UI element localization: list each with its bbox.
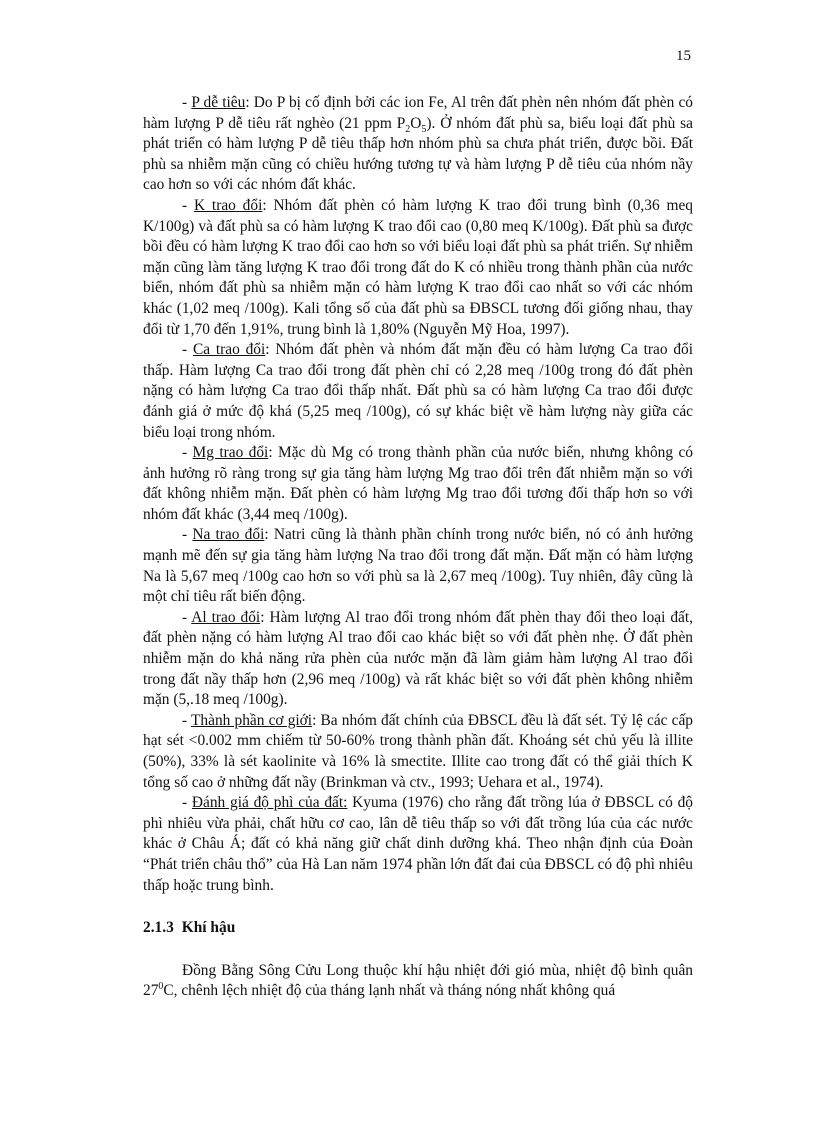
paragraph-mg-exchange: - Mg trao đổi: Mặc dù Mg có trong thành phần của nước biển, nhưng không có ảnh hưởng rõ ràng trong sự gia tăng hàm lượng Mg trao đổi trên đất nhiễm mặn so với đất không nhiễm mặn. Đất phèn có hàm lượng Mg trao đổi tương đối thấp hơn so với nhóm đất khác (3,44 meq /100g). — [143, 444, 694, 523]
term-label: Đánh giá độ phì của đất: — [191, 794, 348, 812]
document-body — [143, 93, 693, 1002]
paragraph-na-exchange: - Na trao đổi: Natri cũng là thành phần chính trong nước biển, nó có ảnh hưởng mạnh mẽ đến sự gia tăng hàm lượng Na trao đổi trong đất mặn. Đất mặn có hàm lượng Na là 5,67 meq /100g cao hơn so với phù sa là 2,67 meq /100g). Tuy nhiên, đây cũng là một chỉ tiêu rất biến động. — [143, 526, 693, 606]
paragraph-text: : Hàm lượng Al trao đổi trong nhóm đất phèn thay đổi theo loại đất, đất phèn nặng có hàm lượng Al trao đổi cao khác biệt so với đất phèn nhẹ. Ở đất phèn nhiễm mặn do khả năng rửa phèn của nước mặn đã làm giảm hàm lượng Al trao đổi trong đất nầy thấp hơn (2,96 meq /100g) và rất khác biệt so với đất phèn không nhiễm mặn (5,.18 meq /100g). — [143, 608, 694, 709]
paragraph-text: Kyuma (1976) cho rằng đất trồng lúa ở ĐBSCL có độ phì nhiêu vừa phải, chất hữu cơ cao, lân dễ tiêu thấp so với đất trồng lúa của các nước khác ở Châu Á; đất có khả năng giữ chất dinh dưỡng khá. Theo nhận định của Đoàn “Phát triển châu thổ” của Hà Lan năm 1974 phần lớn đất đai của ĐBSCL có độ phì nhiêu thấp hoặc trung bình. — [143, 794, 693, 894]
section-number: 2.1.3 — [143, 919, 174, 937]
paragraph-k-exchange: - K trao đổi: Nhóm đất phèn có hàm lượng K trao đổi trung bình (0,36 meq K/100g) và đất phù sa có hàm lượng K trao đổi cao (0,80 meq K/100g). Đất phù sa được bồi đều có hàm lượng K trao đổi cao hơn so với biểu loại đất phù sa phát triển. Sự nhiễm mặn cũng làm tăng lượng K trao đổi trong đất do K có nhiều trong thành phần của nước biển, nhóm đất phù sa nhiễm mặn có hàm lượng K trao đổi cao nhất so với các nhóm khác (1,02 meq /100g). Kali tổng số của đất phù sa ĐBSCL tương đối giống nhau, thay đổi từ 1,70 đến 1,91%, trung bình là 1,80% (Nguyễn Mỹ Hoa, 1997). — [143, 196, 693, 338]
paragraph-fertility: - Đánh giá độ phì của đất: Kyuma (1976) cho rằng đất trồng lúa ở ĐBSCL có độ phì nhiêu vừa phải, chất hữu cơ cao, lân dễ tiêu thấp so với đất trồng lúa của các nước khác ở Châu Á; đất có khả năng giữ chất dinh dưỡng khá. Theo nhận định của Đoàn “Phát triển châu thổ” của Hà Lan năm 1974 phần lớn đất đai của ĐBSCL có độ phì nhiêu thấp hoặc trung bình. — [143, 794, 693, 894]
paragraph-text: : Ba nhóm đất chính của ĐBSCL đều là đất sét. Tỷ lệ các cấp hạt sét <0.002 mm chiếm từ 50-60% trong thành phần đất. Khoáng sét chủ yếu là illite (50%), 33% là sét kaolinite và 16% là smectite. Illite cao trong đất có thể giải thích K tổng số cao ở những đất nầy (Brinkman và ctv., 1993; Uehara et al., 1974). — [143, 711, 693, 791]
term-label: P dễ tiêu — [191, 94, 246, 111]
superscript: 0 — [158, 981, 164, 993]
paragraph-text: : Mặc dù Mg có trong thành phần của nước biển, nhưng không có ảnh hưởng rõ ràng trong sự gia tăng hàm lượng Mg trao đổi trên đất nhiễm mặn so với đất không nhiễm mặn. Đất phèn có hàm lượng Mg trao đổi tương đối thấp hơn so với nhóm đất khác (3,44 meq /100g). — [143, 444, 694, 523]
section-heading — [143, 918, 693, 939]
paragraph-text: : Do P bị cố định bởi các ion Fe, Al trên đất phèn nên nhóm đất phèn có hàm lượng P dễ tiêu rất nghèo (21 ppm P — [143, 94, 693, 132]
term-label: Mg trao đổi — [192, 444, 269, 462]
term-label: Na trao đổi — [192, 526, 265, 544]
subscript: 5 — [421, 123, 427, 135]
paragraph-p-available: - P dễ tiêu: Do P bị cố định bởi các ion Fe, Al trên đất phèn nên nhóm đất phèn có hàm lượng P dễ tiêu rất nghèo (21 ppm $P_2O_5$). Ở nhóm đất phù sa, biểu loại đất phù sa phát triển có hàm lượng P dễ tiêu thấp hơn nhóm phù sa chưa phát triển, được bồi. Đất phù sa nhiễm mặn cũng có chiều hướng tương tự và hàm lượng P dễ tiêu của nhóm nầy cao hơn so với các nhóm đất khác. — [143, 94, 694, 194]
term-label: Al trao đổi — [191, 608, 261, 626]
paragraph-text: : Nhóm đất phèn và nhóm đất mặn đều có hàm lượng Ca trao đổi thấp. Hàm lượng Ca trao đổi trong đất phèn chỉ có 2,28 meq /100g trong đó đất phèn nặng có hàm lượng Ca trao đổi thấp nhất. Đất phù sa có hàm lượng Ca trao đổi được đánh giá ở mức độ khá (5,25 meq /100g), có sự khác biệt về hàm lượng này giữa các biểu loại trong nhóm. — [143, 341, 693, 441]
subscript: 2 — [405, 123, 411, 135]
paragraph-al-exchange: - Al trao đổi: Hàm lượng Al trao đổi trong nhóm đất phèn thay đổi theo loại đất, đất phèn nặng có hàm lượng Al trao đổi cao khác biệt so với đất phèn nhẹ. Ở đất phèn nhiễm mặn do khả năng rửa phèn của nước mặn đã làm giảm hàm lượng Al trao đổi trong đất nầy thấp hơn (2,96 meq /100g) và rất khác biệt so với đất phèn không nhiễm mặn (5,.18 meq /100g). — [143, 608, 694, 709]
paragraph-text: C, chênh lệch nhiệt độ của tháng lạnh nhất và tháng nóng nhất không quá — [163, 982, 616, 1000]
paragraph-text: O — [410, 114, 422, 132]
paragraph-text: : Nhóm đất phèn có hàm lượng K trao đổi trung bình (0,36 meq K/100g) và đất phù sa có hàm lượng K trao đổi cao (0,80 meq K/100g). Đất phù sa được bồi đều có hàm lượng K trao đổi cao hơn so với biểu loại đất phù sa phát triển. Sự nhiễm mặn cũng làm tăng lượng K trao đổi trong đất do K có nhiều trong thành phần của nước biển, nhóm đất phù sa nhiễm mặn có hàm lượng K trao đổi cao nhất so với các nhóm khác (1,02 meq /100g). Kali tổng số của đất phù sa ĐBSCL tương đối giống nhau, thay đổi từ 1,70 đến 1,91%, trung bình là 1,80% (Nguyễn Mỹ Hoa, 1997). — [143, 196, 693, 338]
term-label: Ca trao đổi — [192, 341, 266, 359]
paragraph-text: : Natri cũng là thành phần chính trong nước biển, nó có ảnh hưởng mạnh mẽ đến sự gia tăng hàm lượng Na trao đổi trong đất mặn. Đất mặn có hàm lượng Na là 5,67 meq /100g cao hơn so với phù sa là 2,67 meq /100g). Tuy nhiên, đây cũng là một chỉ tiêu rất biến động. — [143, 526, 693, 606]
paragraph-text: ). Ở nhóm đất phù sa, biểu loại đất phù sa phát triển có hàm lượng P dễ tiêu thấp hơn nhóm phù sa chưa phát triển, được bồi. Đất phù sa nhiễm mặn cũng có chiều hướng tương tự và hàm lượng P dễ tiêu của nhóm nầy cao hơn so với các nhóm đất khác. — [143, 114, 694, 194]
paragraph-texture: - Thành phần cơ giới: Ba nhóm đất chính của ĐBSCL đều là đất sét. Tỷ lệ các cấp hạt sét <0.002 mm chiếm từ 50-60% trong thành phần đất. Khoáng sét chủ yếu là illite (50%), 33% là sét kaolinite và 16% là smectite. Illite cao trong đất có thể giải thích K tổng số cao ở những đất nầy (Brinkman và ctv., 1993; Uehara et al., 1974). — [143, 711, 693, 791]
term-label: K trao đổi — [193, 196, 263, 214]
section-title: Khí hậu — [181, 919, 236, 937]
page-number: 15 — [676, 48, 691, 64]
paragraph-climate — [143, 961, 693, 1002]
term-label: Thành phần cơ giới — [191, 711, 313, 729]
paragraph-ca-exchange: - Ca trao đổi: Nhóm đất phèn và nhóm đất mặn đều có hàm lượng Ca trao đổi thấp. Hàm lượng Ca trao đổi trong đất phèn chỉ có 2,28 meq /100g trong đó đất phèn nặng có hàm lượng Ca trao đổi thấp nhất. Đất phù sa có hàm lượng Ca trao đổi được đánh giá ở mức độ khá (5,25 meq /100g), có sự khác biệt về hàm lượng này giữa các biểu loại trong nhóm. — [143, 341, 693, 441]
paragraph-text: Đồng Bằng Sông Cửu Long thuộc khí hậu nhiệt đới gió mùa, nhiệt độ bình quân 27 — [143, 961, 693, 1000]
